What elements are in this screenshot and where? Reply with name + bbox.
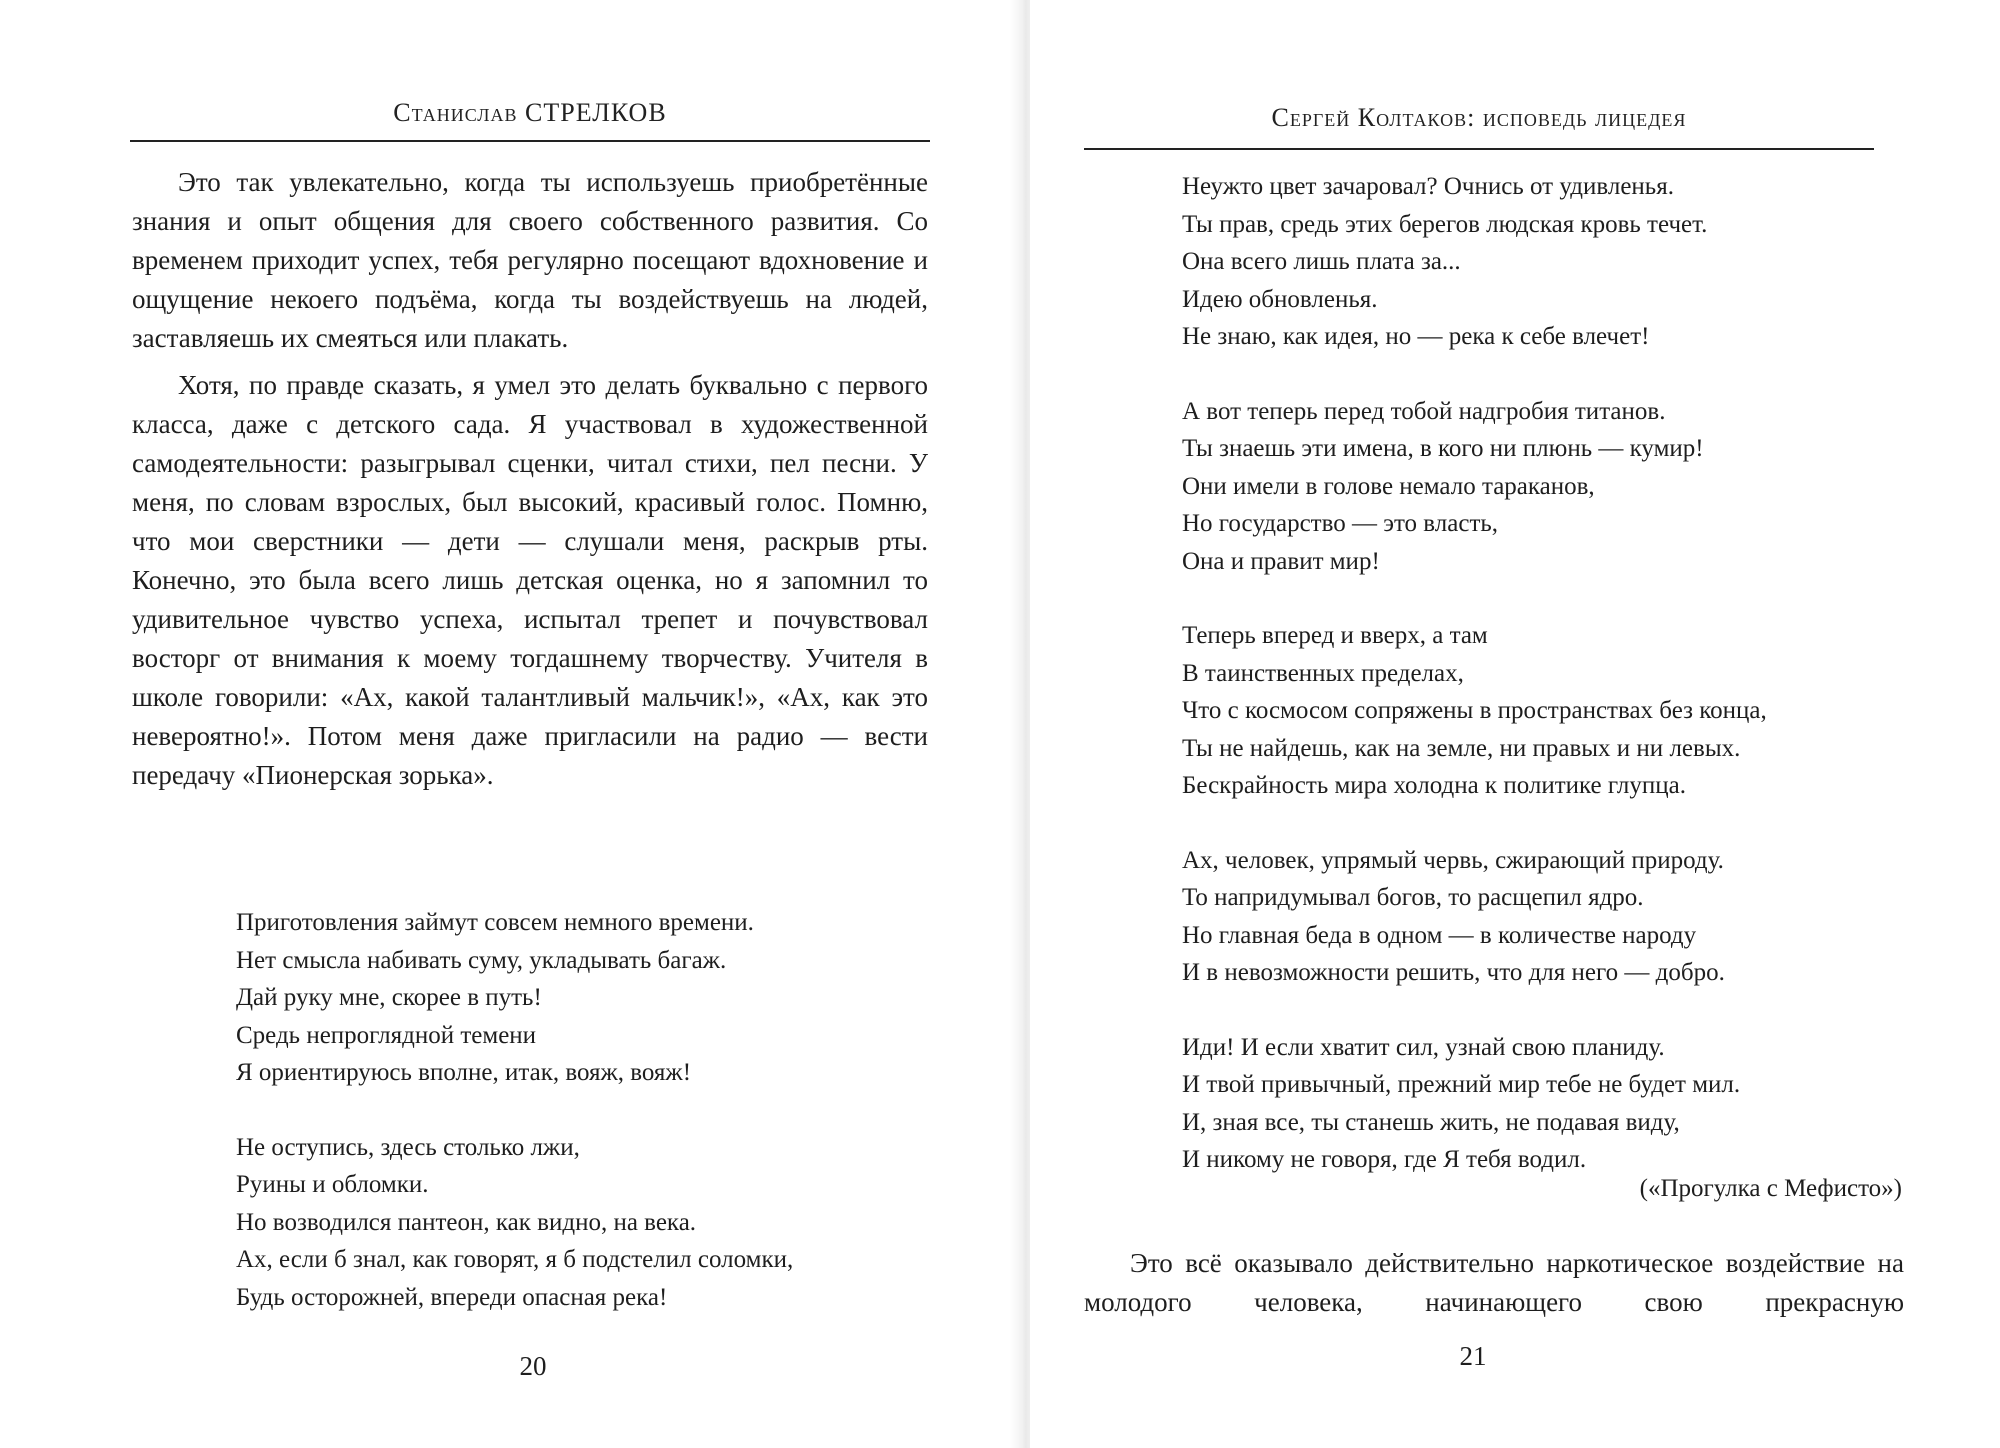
paragraph: Хотя, по правде сказать, я умел это делать буквально с первого класса, даже с детского сада. Я участвовал в художественной самодеятельности: разыгрывал сценки, читал стихи, пел песни. У меня, по словам взрослых, был высокий, красивый голос. Помню, что мои сверстники — дети — слушали меня, раскрыв рты. Конечно, это была всего лишь детская оценка, но я запомнил то удивительное чувство успеха, испытал трепет и почувствовал восторг от внимания к моему тогдашнему творчеству. Учителя в школе говорили: «Ах, какой талантливый мальчик!», «Ах, как это невероятно!». Потом меня даже пригласили на радио — вести передачу «Пионерская зорька».	[132, 370, 928, 790]
verse-line: Дай руку мне, скорее в путь!	[236, 984, 542, 1011]
stanza	[1182, 168, 1882, 356]
paragraph: Это так увлекательно, когда ты используешь приобретённые знания и опыт общения для своего собственного развития. Со временем приходит успех, тебя регулярно посещают вдохновение и ощущение некоего подъёма, когда ты воздействуешь на людей, заставляешь их смеяться или плакать.	[132, 167, 928, 353]
right-body-text	[1084, 1244, 1904, 1330]
verse-line: Будь осторожней, впереди опасная река!	[236, 1283, 668, 1311]
verse-line: То напридумывал богов, то расщепил ядро.	[1182, 884, 1644, 911]
verse-line: Она всего лишь плата за...	[1182, 248, 1461, 275]
verse-line: Ты знаешь эти имена, в кого ни плюнь — кумир!	[1182, 435, 1704, 462]
verse-line: Она и правит мир!	[1182, 547, 1380, 575]
verse-line: Ах, человек, упрямый червь, сжирающий природу.	[1182, 846, 1724, 874]
left-body-text	[132, 163, 928, 803]
left-page-number: 20	[519, 1351, 547, 1381]
verse-line: Приготовления займут совсем немного времени.	[236, 909, 754, 936]
verse-line: И твой привычный, прежний мир тебе не будет мил.	[1182, 1071, 1741, 1098]
verse-line: Не знаю, как идея, но — река к себе влечет!	[1182, 323, 1650, 350]
stanza	[236, 904, 936, 1092]
verse-line: Они имели в голове немало тараканов,	[1182, 472, 1595, 500]
left-poem	[236, 904, 936, 1353]
right-header-rule	[1084, 148, 1874, 150]
left-running-head: Станислав СТРЕЛКОВ	[393, 98, 667, 127]
stanza	[236, 1129, 936, 1317]
verse-line: Идею обновленья.	[1182, 285, 1378, 313]
paragraph: Это всё оказывало действительно наркотическое воздействие на молодого человека, начинающего свою прекрасную	[1084, 1248, 1904, 1317]
verse-line: Руины и обломки.	[236, 1171, 429, 1198]
verse-line: Бескрайность мира холодна к политике глупца.	[1182, 772, 1686, 799]
verse-line: Средь непроглядной темени	[236, 1021, 537, 1049]
left-header-rule	[130, 140, 930, 142]
right-page-number: 21	[1459, 1341, 1487, 1371]
verse-line: Нет смысла набивать суму, укладывать багаж.	[236, 946, 727, 974]
stanza	[1182, 393, 1882, 581]
stanza	[1182, 617, 1882, 805]
poem-attribution: («Прогулка с Мефисто»)	[1639, 1175, 1902, 1202]
verse-line: Но возводился пантеон, как видно, на века.	[236, 1208, 697, 1236]
verse-line: Что с космосом сопряжены в пространствах без конца,	[1182, 697, 1767, 724]
stanza	[1182, 842, 1882, 992]
right-page	[1030, 0, 2000, 1448]
verse-line: Не оступись, здесь столько лжи,	[236, 1133, 580, 1161]
verse-line: В таинственных пределах,	[1182, 659, 1464, 687]
verse-line: И никому не говоря, где Я тебя водил.	[1182, 1146, 1587, 1173]
verse-line: Неужто цвет зачаровал? Очнись от удивленья.	[1182, 173, 1674, 200]
right-running-head: Сергей Колтаков: исповедь лицедея	[1271, 103, 1687, 132]
right-poem	[1182, 168, 1882, 1179]
verse-line: Ах, если б знал, как говорят, я б подстелил соломки,	[236, 1246, 794, 1273]
verse-line: И в невозможности решить, что для него — добро.	[1182, 959, 1725, 986]
verse-line: Но государство — это власть,	[1182, 510, 1499, 537]
verse-line: И, зная все, ты станешь жить, не подавая виду,	[1182, 1108, 1680, 1136]
verse-line: Я ориентируюсь вполне, итак, вояж, вояж!	[236, 1059, 692, 1086]
verse-line: Ты прав, средь этих берегов людская кровь течет.	[1182, 210, 1708, 238]
stanza	[1182, 1029, 1882, 1179]
verse-line: А вот теперь перед тобой надгробия титанов.	[1182, 397, 1666, 425]
verse-line: Но главная беда в одном — в количестве народу	[1182, 921, 1697, 949]
verse-line: Иди! И если хватит сил, узнай свою планиду.	[1182, 1033, 1665, 1061]
verse-line: Теперь вперед и вверх, а там	[1182, 622, 1488, 649]
verse-line: Ты не найдешь, как на земле, ни правых и ни левых.	[1182, 734, 1741, 762]
